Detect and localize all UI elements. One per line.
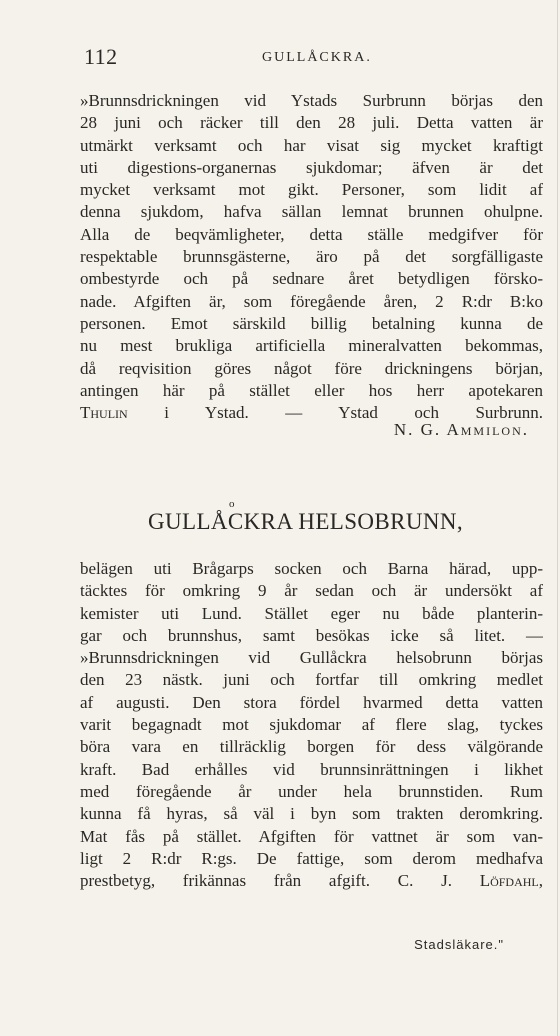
text-line: böra vara en tillräcklig borgen för dess välgörande: [80, 737, 543, 757]
ring-mark: o: [229, 498, 235, 510]
text-line: ligt 2 R:dr R:gs. De fattige, som derom medhafva: [80, 848, 543, 868]
text-line: mycket verksamt mot gikt. Personer, som lidit af: [80, 180, 543, 200]
text-line: »Brunnsdrickningen vid Gullåckra helsobrunn börjas: [80, 648, 543, 668]
running-header: [84, 44, 544, 72]
text-line: Mat fås på stället. Afgiften för vattnet är som van-: [80, 826, 543, 846]
text-line: antingen här på stället eller hos herr apotekaren: [80, 380, 543, 400]
text-line: denna sjukdom, hafva sällan lemnat brunnen ohulpne.: [80, 202, 543, 222]
page-number: 112: [84, 44, 118, 69]
text-line: uti digestions-organernas sjukdomar; äfven är det: [80, 157, 543, 177]
section-heading: GULLÅCKRA HELSOBRUNN,: [148, 509, 464, 534]
text-line: nu mest brukliga artificiella mineralvatten bekommas,: [80, 336, 543, 356]
text-line: täcktes för omkring 9 år sedan och är undersökt af: [80, 581, 543, 601]
person-name-lofdahl: Löfdahl: [479, 871, 539, 891]
text-line: varit begagnadt mot sjukdomar af flere slag, tyckes: [80, 715, 543, 735]
person-name-thulin: Thulin: [80, 403, 128, 423]
text-line: då reqvisition göres något före drickningens början,: [80, 358, 543, 378]
text-fragment: i Ystad. — Ystad och Surbrunn.: [127, 403, 543, 423]
text-line: utmärkt verksamt och har visat sig mycket kraftigt: [80, 135, 543, 155]
text-line: Alla de beqvämligheter, detta ställe medgifver för: [80, 224, 543, 244]
signature-ammilon: N. G. Ammilon.: [393, 420, 529, 439]
paragraph-ystad-surbrunn: [80, 90, 543, 424]
text-line: kemister uti Lund. Stället eger nu både planterin-: [80, 603, 543, 623]
text-line: nade. Afgiften är, som föregående åren, 2 R:dr B:ko: [80, 291, 543, 311]
text-line: kunna få hyras, så väl i byn som trakten deromkring.: [80, 804, 543, 824]
text-line: ombestyrde och på sednare året betydligen försko-: [80, 269, 543, 289]
text-fragment: prestbetyg, frikännas från afgift. C. J.: [80, 871, 480, 891]
text-line: »Brunnsdrickningen vid Ystads Surbrunn börjas den: [80, 91, 543, 110]
running-title: GULLÅCKRA.: [262, 50, 372, 65]
text-line-last: [80, 870, 543, 892]
page-edge-line: [557, 0, 558, 1036]
text-line: kraft. Bad erhålles vid brunnsinrättningen i likhet: [80, 759, 543, 779]
text-line: 28 juni och räcker till den 28 juli. Detta vatten är: [80, 113, 543, 133]
text-line: respektable brunnsgästerne, äro på det sorgfälligaste: [80, 247, 543, 267]
text-line: personen. Emot särskild billig betalning kunna de: [80, 313, 543, 333]
signature-title-stadslakare: Stadsläkare.": [414, 937, 504, 952]
text-line: den 23 nästk. juni och fortfar till omkring medlet: [80, 670, 543, 690]
text-line: belägen uti Brågarps socken och Barna härad, upp-: [80, 559, 543, 578]
text-fragment: ,: [538, 871, 543, 891]
text-line: gar och brunnshus, samt besökas icke så litet. —: [80, 625, 543, 645]
paragraph-gullackra-helsobrunn: [80, 558, 543, 892]
text-line: af augusti. Den stora fördel hvarmed detta vatten: [80, 692, 543, 712]
text-line: med föregående år under hela brunnstiden. Rum: [80, 781, 543, 801]
